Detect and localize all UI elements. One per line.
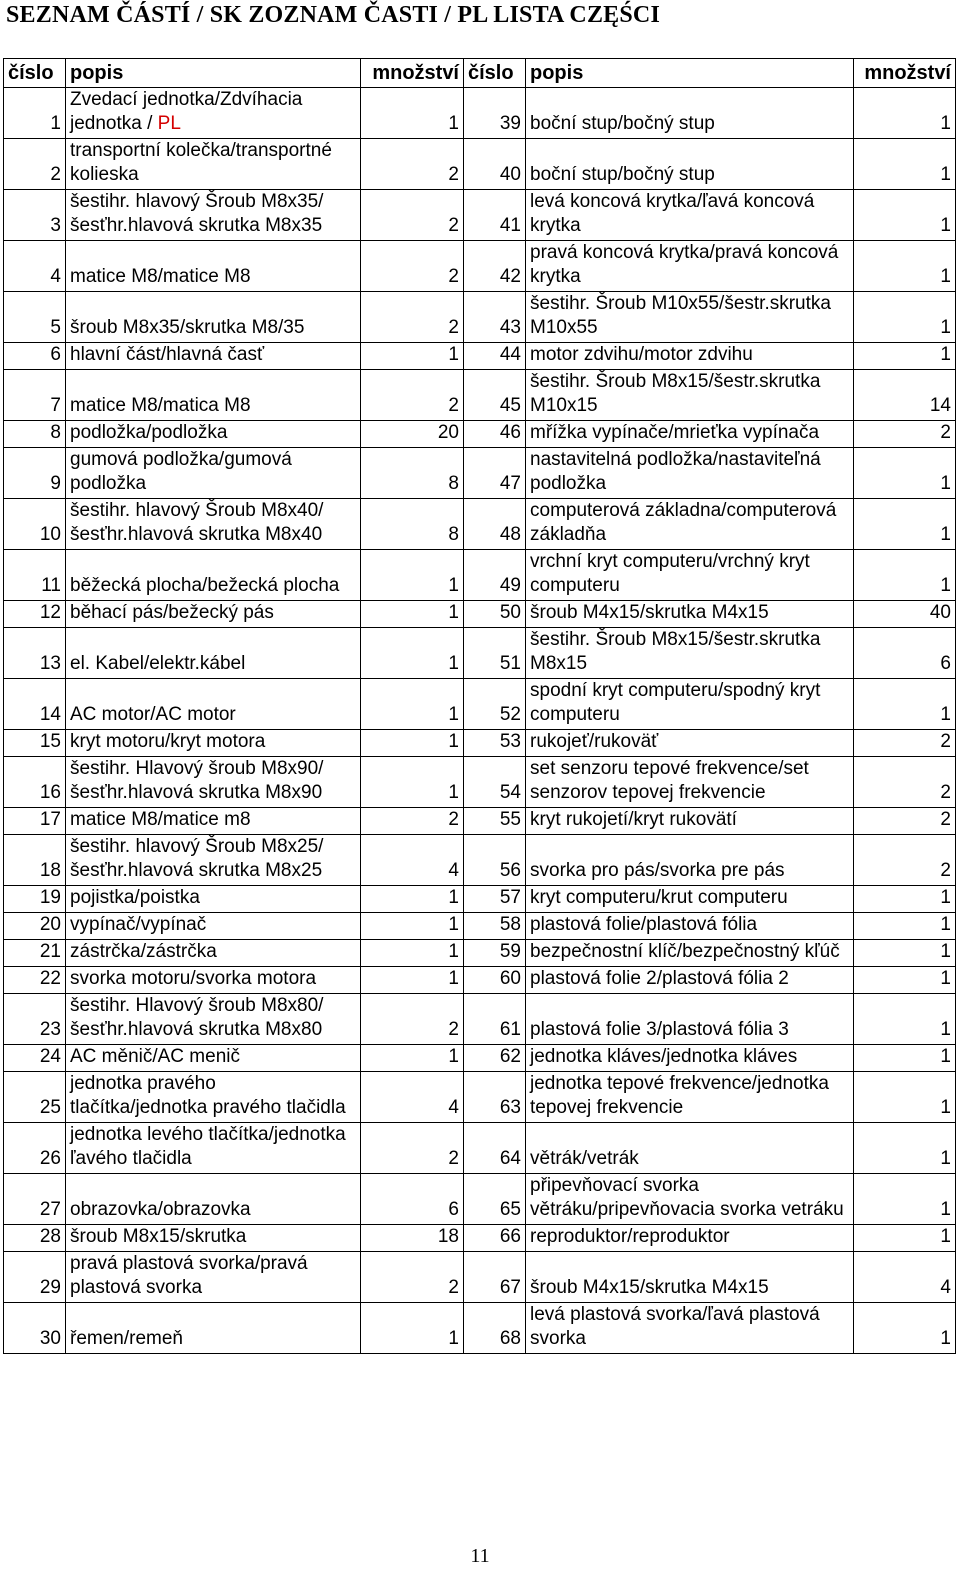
cell-description-right: šroub M4x15/skrutka M4x15 xyxy=(526,1252,854,1303)
table-row xyxy=(4,1303,956,1354)
cell-description-right: bezpečnostní klíč/bezpečnostný kľúč xyxy=(526,940,854,967)
cell-quantity-right: 1 xyxy=(854,190,956,241)
cell-number-left: 2 xyxy=(4,139,66,190)
cell-quantity-right: 2 xyxy=(854,757,956,808)
cell-quantity-right: 40 xyxy=(854,601,956,628)
cell-description-left: pravá plastová svorka/pravá plastová svorka xyxy=(66,1252,361,1303)
cell-number-right: 53 xyxy=(464,730,526,757)
header-number-right: číslo xyxy=(464,59,526,88)
cell-number-right: 43 xyxy=(464,292,526,343)
table-row xyxy=(4,601,956,628)
cell-description-right: šroub M4x15/skrutka M4x15 xyxy=(526,601,854,628)
cell-quantity-left: 1 xyxy=(361,913,464,940)
cell-quantity-right: 1 xyxy=(854,88,956,139)
cell-number-left: 20 xyxy=(4,913,66,940)
cell-description-left: obrazovka/obrazovka xyxy=(66,1174,361,1225)
table-row xyxy=(4,1252,956,1303)
cell-number-left: 1 xyxy=(4,88,66,139)
cell-number-left: 12 xyxy=(4,601,66,628)
page-number: 11 xyxy=(470,1545,490,1567)
cell-description-left: šestihr. hlavový Šroub M8x40/šesťhr.hlavová skrutka M8x40 xyxy=(66,499,361,550)
cell-number-left: 22 xyxy=(4,967,66,994)
cell-description-left: šestihr. Hlavový šroub M8x80/šesťhr.hlavová skrutka M8x80 xyxy=(66,994,361,1045)
cell-description-left: svorka motoru/svorka motora xyxy=(66,967,361,994)
cell-quantity-left: 1 xyxy=(361,88,464,139)
cell-quantity-right: 2 xyxy=(854,835,956,886)
table-row xyxy=(4,994,956,1045)
cell-number-right: 48 xyxy=(464,499,526,550)
cell-description-left: hlavní část/hlavná časť xyxy=(66,343,361,370)
table-row xyxy=(4,190,956,241)
cell-quantity-right: 1 xyxy=(854,994,956,1045)
table-row xyxy=(4,679,956,730)
cell-quantity-left: 2 xyxy=(361,139,464,190)
cell-number-right: 56 xyxy=(464,835,526,886)
cell-number-left: 23 xyxy=(4,994,66,1045)
cell-number-left: 9 xyxy=(4,448,66,499)
cell-quantity-left: 1 xyxy=(361,886,464,913)
cell-quantity-left: 2 xyxy=(361,1123,464,1174)
cell-number-right: 41 xyxy=(464,190,526,241)
table-row xyxy=(4,1123,956,1174)
cell-description-right: levá koncová krytka/ľavá koncová krytka xyxy=(526,190,854,241)
table-row xyxy=(4,370,956,421)
cell-number-right: 67 xyxy=(464,1252,526,1303)
cell-description-right: připevňovací svorka větráku/pripevňovacia svorka vetráku xyxy=(526,1174,854,1225)
cell-description-left: šestihr. hlavový Šroub M8x35/šesťhr.hlavová skrutka M8x35 xyxy=(66,190,361,241)
cell-description-left: pojistka/poistka xyxy=(66,886,361,913)
table-row xyxy=(4,499,956,550)
cell-number-left: 25 xyxy=(4,1072,66,1123)
table-row xyxy=(4,628,956,679)
cell-quantity-left: 8 xyxy=(361,448,464,499)
cell-description-right: reproduktor/reproduktor xyxy=(526,1225,854,1252)
cell-quantity-left: 2 xyxy=(361,1252,464,1303)
table-row xyxy=(4,940,956,967)
cell-quantity-left: 2 xyxy=(361,241,464,292)
cell-description-left: gumová podložka/gumová podložka xyxy=(66,448,361,499)
cell-description-left: jednotka levého tlačítka/jednotka ľavého tlačidla xyxy=(66,1123,361,1174)
cell-quantity-right: 1 xyxy=(854,940,956,967)
cell-quantity-right: 1 xyxy=(854,1174,956,1225)
cell-description-left: šestihr. Hlavový šroub M8x90/šesťhr.hlavová skrutka M8x90 xyxy=(66,757,361,808)
pl-highlight-label: PL xyxy=(157,113,181,134)
cell-quantity-left: 1 xyxy=(361,1045,464,1072)
table-row xyxy=(4,550,956,601)
cell-number-right: 61 xyxy=(464,994,526,1045)
cell-quantity-right: 4 xyxy=(854,1252,956,1303)
cell-number-right: 62 xyxy=(464,1045,526,1072)
cell-number-right: 55 xyxy=(464,808,526,835)
cell-description-right: větrák/vetrák xyxy=(526,1123,854,1174)
cell-number-right: 39 xyxy=(464,88,526,139)
cell-number-right: 54 xyxy=(464,757,526,808)
cell-number-right: 60 xyxy=(464,967,526,994)
cell-number-right: 40 xyxy=(464,139,526,190)
cell-description-right: rukojeť/rukoväť xyxy=(526,730,854,757)
cell-description-left: jednotka pravého tlačítka/jednotka pravého tlačidla xyxy=(66,1072,361,1123)
header-number-left: číslo xyxy=(4,59,66,88)
header-description-left: popis xyxy=(66,59,361,88)
cell-description-right: šestihr. Šroub M10x55/šestr.skrutka M10x55 xyxy=(526,292,854,343)
cell-quantity-left: 4 xyxy=(361,835,464,886)
table-row xyxy=(4,421,956,448)
cell-description-left: řemen/remeň xyxy=(66,1303,361,1354)
cell-description-left: běhací pás/bežecký pás xyxy=(66,601,361,628)
header-quantity-left: množství xyxy=(361,59,464,88)
cell-number-right: 51 xyxy=(464,628,526,679)
cell-description-left: zástrčka/zástrčka xyxy=(66,940,361,967)
cell-description-right: pravá koncová krytka/pravá koncová krytka xyxy=(526,241,854,292)
cell-quantity-right: 1 xyxy=(854,679,956,730)
table-row xyxy=(4,241,956,292)
cell-number-left: 4 xyxy=(4,241,66,292)
cell-number-left: 26 xyxy=(4,1123,66,1174)
cell-description-right: mřížka vypínače/mrieťka vypínača xyxy=(526,421,854,448)
cell-description-right: plastová folie/plastová fólia xyxy=(526,913,854,940)
cell-number-right: 45 xyxy=(464,370,526,421)
cell-quantity-right: 1 xyxy=(854,1225,956,1252)
cell-description-left: kryt motoru/kryt motora xyxy=(66,730,361,757)
cell-number-left: 5 xyxy=(4,292,66,343)
cell-number-left: 15 xyxy=(4,730,66,757)
cell-number-left: 16 xyxy=(4,757,66,808)
cell-number-left: 27 xyxy=(4,1174,66,1225)
cell-description-right: set senzoru tepové frekvence/set senzorov tepovej frekvencie xyxy=(526,757,854,808)
cell-quantity-right: 1 xyxy=(854,550,956,601)
cell-number-right: 64 xyxy=(464,1123,526,1174)
cell-number-right: 57 xyxy=(464,886,526,913)
cell-quantity-left: 1 xyxy=(361,940,464,967)
table-row xyxy=(4,292,956,343)
page-title: SEZNAM ČÁSTÍ / SK ZOZNAM ČASTI / PL LISTA CZĘŚCI xyxy=(6,2,660,28)
cell-quantity-right: 2 xyxy=(854,421,956,448)
cell-quantity-left: 2 xyxy=(361,292,464,343)
cell-quantity-right: 1 xyxy=(854,1123,956,1174)
cell-description-right: šestihr. Šroub M8x15/šestr.skrutka M10x15 xyxy=(526,370,854,421)
cell-quantity-left: 20 xyxy=(361,421,464,448)
cell-quantity-left: 1 xyxy=(361,757,464,808)
cell-description-left: AC měnič/AC menič xyxy=(66,1045,361,1072)
cell-quantity-right: 1 xyxy=(854,292,956,343)
cell-number-left: 10 xyxy=(4,499,66,550)
cell-number-left: 11 xyxy=(4,550,66,601)
cell-number-right: 65 xyxy=(464,1174,526,1225)
cell-quantity-right: 1 xyxy=(854,1303,956,1354)
cell-description-left: matice M8/matica M8 xyxy=(66,370,361,421)
cell-quantity-left: 1 xyxy=(361,967,464,994)
cell-description-right: levá plastová svorka/ľavá plastová svorka xyxy=(526,1303,854,1354)
cell-number-left: 8 xyxy=(4,421,66,448)
cell-quantity-right: 1 xyxy=(854,241,956,292)
cell-quantity-left: 8 xyxy=(361,499,464,550)
cell-description-right: boční stup/bočný stup xyxy=(526,88,854,139)
table-header-row xyxy=(4,59,956,88)
table-row xyxy=(4,343,956,370)
parts-table-body xyxy=(4,88,956,1354)
cell-number-right: 58 xyxy=(464,913,526,940)
header-description-right: popis xyxy=(526,59,854,88)
cell-quantity-left: 2 xyxy=(361,994,464,1045)
table-row xyxy=(4,808,956,835)
cell-description-right: computerová základna/computerová základňa xyxy=(526,499,854,550)
cell-number-left: 17 xyxy=(4,808,66,835)
cell-quantity-left: 2 xyxy=(361,190,464,241)
cell-quantity-left: 2 xyxy=(361,808,464,835)
cell-description-left: el. Kabel/elektr.kábel xyxy=(66,628,361,679)
cell-quantity-left: 1 xyxy=(361,628,464,679)
cell-description-right: kryt computeru/krut computeru xyxy=(526,886,854,913)
cell-quantity-left: 1 xyxy=(361,679,464,730)
cell-quantity-right: 2 xyxy=(854,730,956,757)
cell-description-right: plastová folie 3/plastová fólia 3 xyxy=(526,994,854,1045)
table-row xyxy=(4,757,956,808)
table-row xyxy=(4,88,956,139)
cell-quantity-right: 1 xyxy=(854,886,956,913)
cell-quantity-right: 1 xyxy=(854,967,956,994)
table-row xyxy=(4,1072,956,1123)
cell-quantity-left: 1 xyxy=(361,730,464,757)
cell-number-left: 24 xyxy=(4,1045,66,1072)
cell-description-right: kryt rukojetí/kryt rukovätí xyxy=(526,808,854,835)
header-quantity-right: množství xyxy=(854,59,956,88)
cell-description-left: matice M8/matice m8 xyxy=(66,808,361,835)
cell-number-left: 7 xyxy=(4,370,66,421)
cell-number-right: 63 xyxy=(464,1072,526,1123)
cell-description-right: vrchní kryt computeru/vrchný kryt computeru xyxy=(526,550,854,601)
cell-description-right: motor zdvihu/motor zdvihu xyxy=(526,343,854,370)
cell-number-right: 59 xyxy=(464,940,526,967)
cell-description-right: jednotka kláves/jednotka kláves xyxy=(526,1045,854,1072)
cell-number-left: 28 xyxy=(4,1225,66,1252)
table-row xyxy=(4,967,956,994)
table-row xyxy=(4,835,956,886)
cell-quantity-right: 2 xyxy=(854,808,956,835)
cell-quantity-left: 6 xyxy=(361,1174,464,1225)
cell-description-right: plastová folie 2/plastová fólia 2 xyxy=(526,967,854,994)
table-row xyxy=(4,448,956,499)
cell-quantity-left: 1 xyxy=(361,1303,464,1354)
table-row xyxy=(4,1045,956,1072)
cell-quantity-left: 1 xyxy=(361,343,464,370)
cell-description-left: běžecká plocha/bežecká plocha xyxy=(66,550,361,601)
cell-number-right: 66 xyxy=(464,1225,526,1252)
cell-description-left: šroub M8x35/skrutka M8/35 xyxy=(66,292,361,343)
cell-number-right: 68 xyxy=(464,1303,526,1354)
cell-number-right: 50 xyxy=(464,601,526,628)
cell-quantity-right: 1 xyxy=(854,499,956,550)
cell-number-left: 18 xyxy=(4,835,66,886)
cell-quantity-left: 18 xyxy=(361,1225,464,1252)
cell-number-left: 30 xyxy=(4,1303,66,1354)
cell-number-left: 29 xyxy=(4,1252,66,1303)
cell-description-left: AC motor/AC motor xyxy=(66,679,361,730)
cell-quantity-right: 1 xyxy=(854,139,956,190)
cell-number-right: 42 xyxy=(464,241,526,292)
parts-table xyxy=(3,58,956,1354)
cell-number-right: 49 xyxy=(464,550,526,601)
table-row xyxy=(4,139,956,190)
cell-number-left: 13 xyxy=(4,628,66,679)
cell-quantity-right: 1 xyxy=(854,448,956,499)
table-row xyxy=(4,886,956,913)
cell-quantity-right: 1 xyxy=(854,913,956,940)
description-text: Zvedací jednotka/Zdvíhacia jednotka / xyxy=(70,89,303,134)
cell-quantity-right: 14 xyxy=(854,370,956,421)
cell-quantity-left: 4 xyxy=(361,1072,464,1123)
cell-number-left: 21 xyxy=(4,940,66,967)
cell-description-right: svorka pro pás/svorka pre pás xyxy=(526,835,854,886)
cell-description-left: šestihr. hlavový Šroub M8x25/šesťhr.hlavová skrutka M8x25 xyxy=(66,835,361,886)
table-row xyxy=(4,1174,956,1225)
cell-quantity-left: 2 xyxy=(361,370,464,421)
cell-description-right: spodní kryt computeru/spodný kryt computeru xyxy=(526,679,854,730)
table-row xyxy=(4,730,956,757)
cell-quantity-left: 1 xyxy=(361,550,464,601)
cell-quantity-right: 6 xyxy=(854,628,956,679)
cell-description-right: nastavitelná podložka/nastaviteľná podložka xyxy=(526,448,854,499)
cell-number-right: 47 xyxy=(464,448,526,499)
cell-description-left: transportní kolečka/transportné kolieska xyxy=(66,139,361,190)
cell-description-right: boční stup/bočný stup xyxy=(526,139,854,190)
cell-number-left: 3 xyxy=(4,190,66,241)
cell-description-left: vypínač/vypínač xyxy=(66,913,361,940)
cell-number-right: 44 xyxy=(464,343,526,370)
cell-quantity-right: 1 xyxy=(854,1045,956,1072)
cell-description-left: podložka/podložka xyxy=(66,421,361,448)
cell-number-left: 19 xyxy=(4,886,66,913)
cell-number-right: 52 xyxy=(464,679,526,730)
table-row xyxy=(4,1225,956,1252)
cell-description-right: jednotka tepové frekvence/jednotka tepovej frekvencie xyxy=(526,1072,854,1123)
cell-number-left: 6 xyxy=(4,343,66,370)
table-row xyxy=(4,913,956,940)
cell-description-left: šroub M8x15/skrutka xyxy=(66,1225,361,1252)
cell-number-left: 14 xyxy=(4,679,66,730)
cell-quantity-right: 1 xyxy=(854,343,956,370)
cell-description-right: šestihr. Šroub M8x15/šestr.skrutka M8x15 xyxy=(526,628,854,679)
cell-quantity-left: 1 xyxy=(361,601,464,628)
cell-quantity-right: 1 xyxy=(854,1072,956,1123)
cell-description-left: matice M8/matice M8 xyxy=(66,241,361,292)
cell-number-right: 46 xyxy=(464,421,526,448)
cell-description-left xyxy=(66,88,361,139)
